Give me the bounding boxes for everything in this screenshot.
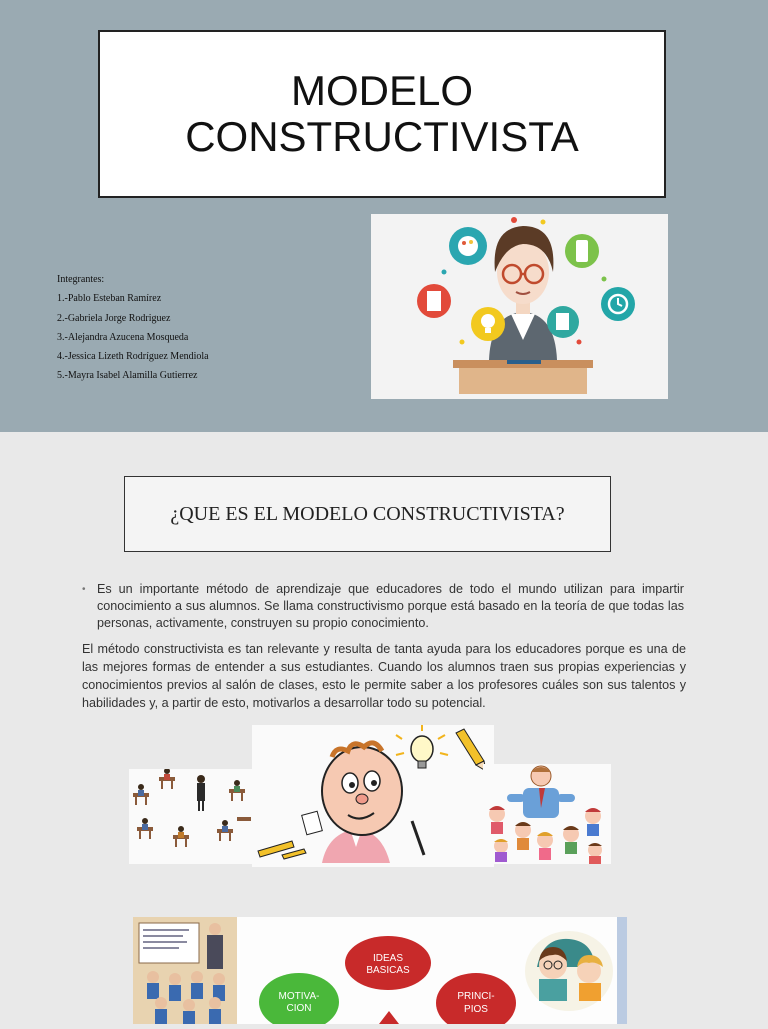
idea-cartoon xyxy=(252,725,494,867)
teacher-illustration xyxy=(371,214,668,399)
member-item: 3.-Alejandra Azucena Mosqueda xyxy=(57,331,189,343)
question-title: ¿QUE ES EL MODELO CONSTRUCTIVISTA? xyxy=(170,502,565,525)
clipboard-icon xyxy=(417,284,451,318)
member-item: 2.-Gabriela Jorge Rodriguez xyxy=(57,312,171,324)
clock-icon xyxy=(601,287,635,321)
title-box xyxy=(98,30,666,198)
principios-label-2: PIOS xyxy=(464,1004,488,1015)
bullet-paragraph xyxy=(82,581,684,632)
slide-content xyxy=(0,432,768,1024)
lightbulb-icon xyxy=(396,725,448,768)
principios-label-1: PRINCI- xyxy=(457,991,495,1002)
question-box xyxy=(124,476,611,552)
bullet-icon: • xyxy=(82,584,86,595)
bullet-text: Es un importante método de aprendizaje que educadores de todo el mundo utilizan para impartir conocimiento a sus alumnos. Se llama constructivismo porque está basado en la teoría de que todas las personas, activamente, construyen su propio conocimiento. xyxy=(97,582,684,630)
principles-diagram xyxy=(133,917,627,1024)
body-paragraph: El método constructivista es tan relevante y resulta de tanta ayuda para los educadores porque es una de las mejores formas de entender a sus estudiantes. Cuando los alumnos traen sus propias experiencias y conocimientos previos al salón de clases, esto le permite saber a los profesores cuáles son sus talentos y habilidades y, a partir de esto, motivarlos a desarrollar todo su potencial. xyxy=(82,642,686,710)
member-item: 4.-Jessica Lizeth Rodríguez Mendiola xyxy=(57,351,209,363)
phone-icon xyxy=(565,234,599,268)
title-line-1: MODELO xyxy=(290,67,474,114)
pencil-icon xyxy=(456,729,486,771)
member-item: 1.-Pablo Esteban Ramírez xyxy=(57,293,162,305)
motivacion-label-2: CION xyxy=(286,1003,312,1014)
title-line-2: CONSTRUCTIVISTA xyxy=(185,113,579,160)
motivacion-label-1: MOTIVA- xyxy=(278,991,320,1002)
classroom-clipart xyxy=(129,769,255,864)
members-list xyxy=(57,270,209,386)
lightbulb-icon xyxy=(471,307,505,341)
ideas-label-2: BASICAS xyxy=(366,965,410,976)
document-icon xyxy=(547,306,579,338)
member-item: 5.-Mayra Isabel Alamilla Gutierrez xyxy=(57,370,198,382)
kids-clipart xyxy=(483,764,611,864)
members-heading: Integrantes: xyxy=(57,274,105,285)
ideas-label-1: IDEAS xyxy=(372,953,404,964)
palette-icon xyxy=(449,227,487,265)
slide-title xyxy=(0,0,768,432)
